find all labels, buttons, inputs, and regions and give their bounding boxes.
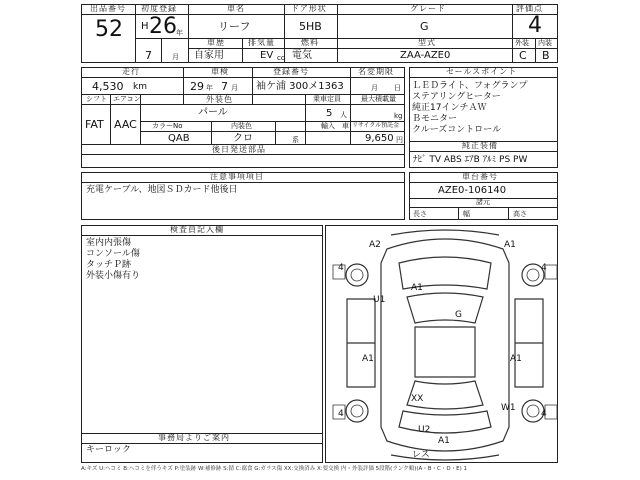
ext-color: パール [198,107,228,118]
int-color-unit: 系 [292,136,299,144]
plate-label: 登録番号 [273,67,309,76]
damage-mark-a1: A1 [362,354,374,364]
office-label: 事務局よりご案内 [158,433,230,442]
inspection-note: 室内内張傷 [86,238,132,248]
grade-label: グレード [410,4,446,13]
mileage-unit: km [133,82,147,92]
displacement: EV [260,50,274,61]
inspection-month-unit: 月 [231,84,238,92]
month-unit: 月 [172,53,179,61]
int-color-label: 内装色 [231,122,252,130]
notes-label: 注意事項項目 [210,172,264,181]
color-no-label: カラーNo [152,122,183,130]
front-left-wheel [346,264,368,286]
int-color: クロ [233,133,253,144]
first-reg-month: 7 [145,49,152,62]
inspection-note: 外装小傷有り [86,271,141,281]
capacity-unit: 人 [340,111,347,119]
damage-mark-four: 4 [338,409,344,419]
reverse-label: レス [412,450,430,460]
grade: G [420,20,429,33]
length-label: 長さ [413,210,427,218]
damage-mark-a1: A1 [411,283,423,293]
ac-label: エアコン [113,95,141,103]
damage-mark-four: 4 [541,263,547,273]
inspection-label: 車検 [211,67,229,76]
era: H [141,21,149,32]
damage-legend: A:キズ U:ヘコミ B:ヘコミを伴うキズ P:塗装跡 W:補修跡 S:錆 C:腐食 G:ガラス傷 XX:交換済み X:要交換 内・外装評価 5段階(ランク順)(A・B・C・D・E) 1 [81,466,467,472]
sales-point-line: Ｂモニター [412,114,458,124]
capacity-label: 乗車定員 [313,95,341,103]
car-name: リーフ [218,20,251,33]
displacement-unit: cc [277,54,285,62]
sales-points-list [412,82,527,137]
door-type: 5HB [299,20,322,33]
first-reg-label: 初度登録 [141,4,177,13]
damage-mark-a1: A1 [504,240,516,250]
inspection-year-unit: 年 [206,84,213,92]
score-label: 評価点 [516,4,543,13]
damage-mark-a2: A2 [369,240,381,250]
office-note: キーロック [86,445,131,455]
damage-mark-w1: W1 [501,403,516,413]
import-unit: 車 [342,122,349,130]
fuel-label: 燃料 [301,38,319,47]
notes: 充電ケーブル、地図ＳＤカード他後日 [86,185,238,195]
damage-mark-a1: A1 [438,436,450,446]
max-load-unit: kg [394,112,403,120]
inspection-note: タッチＰ跡 [86,260,132,270]
exterior-label: 外装 [515,39,529,47]
capacity: 5 [326,108,333,119]
sales-point-line: ＬＥＤライト、フォグランプ [412,81,528,91]
recycle-unit: 円 [396,136,403,144]
damage-mark-xx: XX [411,394,424,404]
color-no: QAB [168,133,190,144]
sales-point-line: 純正17インチＡＷ [412,103,487,113]
chassis-number: AZE0-106140 [438,185,507,196]
transfer-month-unit: 月 [371,84,378,92]
import-label: 輸入 [321,122,335,130]
door-label: ドア形状 [291,4,327,13]
model-code: ZAA-AZE0 [400,50,451,61]
damage-mark-four: 4 [541,409,547,419]
interior-label: 内装 [538,39,552,47]
displacement-label: 排気量 [248,38,275,47]
damage-mark-a1: A1 [510,354,522,364]
damage-mark-g: G [455,310,462,320]
max-load-label: 最大積載量 [361,95,396,103]
inspection-year: 29 [190,80,204,93]
shift: FAT [85,118,104,131]
car-damage-diagram [327,227,563,463]
score: 4 [528,13,542,38]
transfer-day-unit: 日 [394,84,401,92]
damage-mark-u1: U1 [373,295,386,305]
usage-label: 車歴 [207,38,225,47]
rear-left-wheel [346,400,368,422]
chassis-label: 車台番号 [462,172,498,181]
model-label: 型式 [418,38,436,47]
inspection-note: コンソール傷 [86,249,140,259]
mileage: 4,530 [92,80,124,93]
interior-score: B [542,49,550,62]
transfer-label: 名変期限 [358,67,394,76]
inspection-month: 7 [221,80,228,93]
inspection-notes [86,239,140,283]
dims-label: 諸元 [476,198,490,206]
plate: 袖ケ浦 300メ1363 [256,81,344,92]
sales-point-line: クルーズコントロール [412,125,502,135]
lot-number: 52 [95,17,123,42]
width-label: 幅 [463,210,470,218]
aftermarket-label: 後日発送部品 [212,145,266,154]
sales-points-label: セールスポイント [446,67,518,76]
car-name-label: 車名 [227,4,245,13]
equipment: ﾅﾋﾞ TV ABS ｴｱB ｱﾙﾐ PS PW [413,155,528,165]
shift-label: シフト [86,95,107,103]
year-unit: 年 [176,29,183,37]
sales-point-line: ステアリングヒーター [412,92,501,102]
mileage-label: 走行 [122,67,140,76]
inspection-notes-label: 検査員記入欄 [170,225,224,234]
equipment-label: 純正装備 [462,141,498,150]
exterior-score: C [519,49,527,62]
damage-mark-u2: U2 [418,425,431,435]
recycle-label: リサイクル預託金 [352,122,400,129]
lot-number-label: 出品番号 [90,4,126,13]
fuel: 電気 [292,50,312,61]
damage-mark-four: 4 [338,263,344,273]
ext-color-label: 外装色 [206,95,233,104]
usage: 自家用 [194,50,224,61]
recycle-fee: 9,650 [365,133,394,144]
first-reg-year: 26 [149,14,177,39]
ac: AAC [114,118,137,131]
height-label: 高さ [513,210,527,218]
